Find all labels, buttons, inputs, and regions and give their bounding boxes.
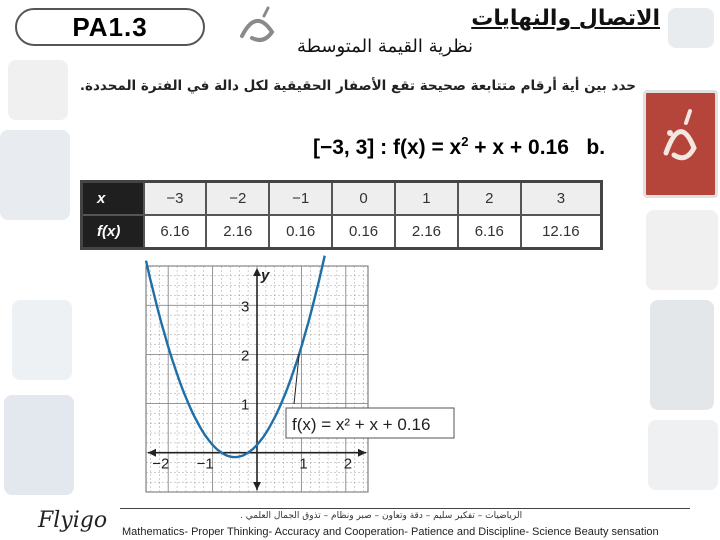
function-graph (146, 266, 431, 492)
table-cell: 1 (395, 182, 458, 216)
table-cell: −2 (206, 182, 269, 216)
lesson-code-badge (15, 8, 205, 46)
x-tick-label: 2 (343, 455, 353, 473)
footer-arabic: الرياضيات – تفكير سليم – دقة وتعاون – صبر ونظام – تذوق الجمال العلمي . (240, 511, 523, 521)
x-tick-label: −2 (152, 455, 170, 473)
table-row-fx (82, 215, 602, 249)
logo-icon (234, 4, 284, 48)
function-suffix: + x + 0.16 (468, 136, 569, 159)
x-header: x (82, 182, 144, 216)
table-cell: 12.16 (521, 215, 602, 249)
problem-label: b. (586, 136, 606, 159)
subtitle: نظرية القيمة المتوسطة (297, 36, 474, 57)
table-cell: 0 (332, 182, 395, 216)
footer-divider (120, 508, 690, 509)
table-cell: −3 (144, 182, 207, 216)
function-prefix: f(x) = x (392, 136, 462, 159)
function-exponent: 2 (461, 134, 469, 149)
table-cell: 2.16 (395, 215, 458, 249)
table-cell: 2.16 (206, 215, 269, 249)
problem-statement (313, 134, 605, 160)
table-cell: 0.16 (332, 215, 395, 249)
lesson-code: PA1.3 (72, 11, 148, 42)
x-tick-label: −1 (196, 455, 214, 473)
fx-header: f(x) (82, 215, 144, 249)
main-title: الاتصال والنهايات (471, 6, 660, 31)
table-cell: 3 (521, 182, 602, 216)
values-table (80, 180, 603, 250)
table-cell: 6.16 (144, 215, 207, 249)
table-cell: 2 (458, 182, 521, 216)
x-tick-label: 1 (299, 455, 308, 473)
y-axis-label: y (261, 267, 270, 284)
interval: [−3, 3] : (313, 136, 388, 159)
y-tick-label: 1 (241, 396, 250, 414)
table-cell: 6.16 (458, 215, 521, 249)
table-cell: 0.16 (269, 215, 332, 249)
table-cell: −1 (269, 182, 332, 216)
instruction-text: حدد بين أية أرقام متتابعة صحيحة تقع الأصفار الحقيقية لكل دالة في الفترة المحددة. (79, 78, 636, 94)
logo-tile-icon (643, 90, 718, 198)
y-tick-label: 3 (241, 298, 250, 316)
right-decoration (640, 0, 720, 540)
table-row-x (82, 182, 602, 216)
curve-label: f(x) = x² + x + 0.16 (292, 415, 431, 434)
footer-english: Mathematics- Proper Thinking- Accuracy and Cooperation- Patience and Discipline- Science Beauty sensation (122, 526, 659, 538)
signature: Flyigo (38, 508, 108, 533)
y-tick-label: 2 (241, 347, 250, 365)
